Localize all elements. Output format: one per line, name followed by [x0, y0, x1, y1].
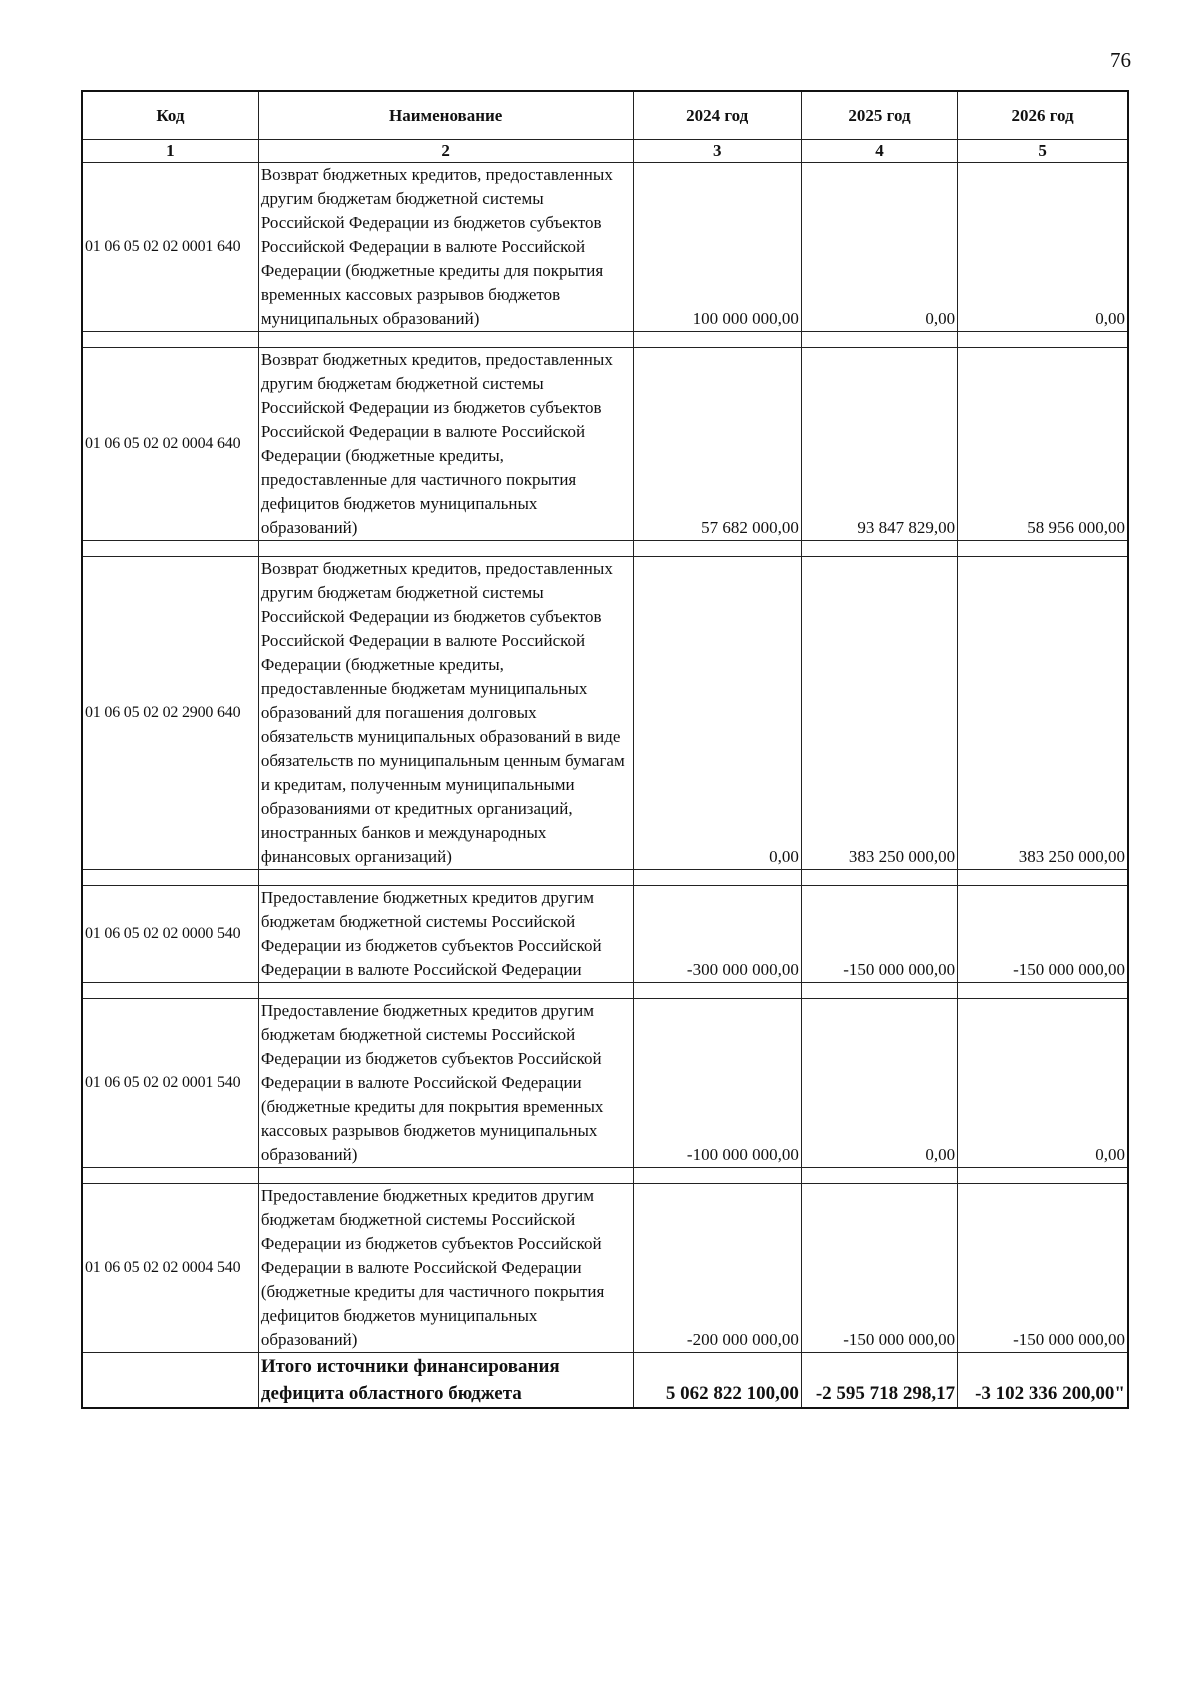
table-row [82, 163, 1128, 332]
table-row [82, 1184, 1128, 1353]
row-name: Предоставление бюджетных кредитов другим бюджетам бюджетной системы Российской Федерации из бюджетов субъектов Российской Федерации в валюте Российской Федерации [258, 886, 633, 983]
row-value-2024: 0,00 [633, 557, 801, 870]
row-value-2024: -100 000 000,00 [633, 999, 801, 1168]
budget-sources-table [81, 90, 1129, 1409]
table-row [82, 886, 1128, 983]
row-code: 01 06 05 02 02 2900 640 [82, 557, 258, 870]
row-value-2024: -200 000 000,00 [633, 1184, 801, 1353]
column-number: 2 [258, 140, 633, 163]
column-number: 3 [633, 140, 801, 163]
table-row [82, 999, 1128, 1168]
row-code: 01 06 05 02 02 0004 640 [82, 348, 258, 541]
row-code: 01 06 05 02 02 0001 540 [82, 999, 258, 1168]
row-value-2025: -150 000 000,00 [801, 886, 957, 983]
total-value-2025: -2 595 718 298,17 [801, 1353, 957, 1409]
total-code [82, 1353, 258, 1409]
row-separator [82, 983, 1128, 999]
row-code: 01 06 05 02 02 0000 540 [82, 886, 258, 983]
row-separator [82, 870, 1128, 886]
row-separator [82, 332, 1128, 348]
row-name: Предоставление бюджетных кредитов другим бюджетам бюджетной системы Российской Федерации из бюджетов субъектов Российской Федерации в валюте Российской Федерации (бюджетные кредиты для покрытия временных кассовых разрывов бюджетов муниципальных образований) [258, 999, 633, 1168]
column-number: 4 [801, 140, 957, 163]
row-value-2026: 0,00 [958, 163, 1128, 332]
row-name: Возврат бюджетных кредитов, предоставленных другим бюджетам бюджетной системы Российской Федерации из бюджетов субъектов Российской Федерации в валюте Российской Федерации (бюджетные кредиты, предоставленные для частичного покрытия дефицитов бюджетов муниципальных образований) [258, 348, 633, 541]
row-name: Предоставление бюджетных кредитов другим бюджетам бюджетной системы Российской Федерации из бюджетов субъектов Российской Федерации в валюте Российской Федерации (бюджетные кредиты для частичного покрытия дефицитов бюджетов муниципальных образований) [258, 1184, 633, 1353]
row-code: 01 06 05 02 02 0001 640 [82, 163, 258, 332]
table-row [82, 348, 1128, 541]
row-name: Возврат бюджетных кредитов, предоставленных другим бюджетам бюджетной системы Российской Федерации из бюджетов субъектов Российской Федерации в валюте Российской Федерации (бюджетные кредиты для покрытия временных кассовых разрывов бюджетов муниципальных образований) [258, 163, 633, 332]
row-value-2026: -150 000 000,00 [958, 886, 1128, 983]
header-2024: 2024 год [633, 91, 801, 140]
row-value-2025: 0,00 [801, 999, 957, 1168]
row-code: 01 06 05 02 02 0004 540 [82, 1184, 258, 1353]
row-value-2024: 100 000 000,00 [633, 163, 801, 332]
total-value-2024: 5 062 822 100,00 [633, 1353, 801, 1409]
header-2026: 2026 год [958, 91, 1128, 140]
column-number: 5 [958, 140, 1128, 163]
row-value-2026: 0,00 [958, 999, 1128, 1168]
header-code: Код [82, 91, 258, 140]
row-value-2026: 383 250 000,00 [958, 557, 1128, 870]
row-separator [82, 1168, 1128, 1184]
header-name: Наименование [258, 91, 633, 140]
header-2025: 2025 год [801, 91, 957, 140]
column-number: 1 [82, 140, 258, 163]
row-value-2025: 0,00 [801, 163, 957, 332]
total-name: Итого источники финансирования дефицита областного бюджета [258, 1353, 633, 1409]
row-value-2025: 93 847 829,00 [801, 348, 957, 541]
row-separator [82, 541, 1128, 557]
row-value-2024: -300 000 000,00 [633, 886, 801, 983]
row-value-2026: -150 000 000,00 [958, 1184, 1128, 1353]
row-value-2025: -150 000 000,00 [801, 1184, 957, 1353]
table-row [82, 557, 1128, 870]
row-value-2024: 57 682 000,00 [633, 348, 801, 541]
page-number: 76 [1110, 48, 1131, 72]
row-name: Возврат бюджетных кредитов, предоставленных другим бюджетам бюджетной системы Российской Федерации из бюджетов субъектов Российской Федерации в валюте Российской Федерации (бюджетные кредиты, предоставленные бюджетам муниципальных образований для погашения долговых обязательств муниципальных образований в виде обязательств по муниципальным ценным бумагам и кредитам, полученным муниципальными образованиями от кредитных организаций, иностранных банков и международных финансовых организаций) [258, 557, 633, 870]
row-value-2026: 58 956 000,00 [958, 348, 1128, 541]
total-row [82, 1353, 1128, 1409]
total-value-2026: -3 102 336 200,00" [958, 1353, 1128, 1409]
row-value-2025: 383 250 000,00 [801, 557, 957, 870]
